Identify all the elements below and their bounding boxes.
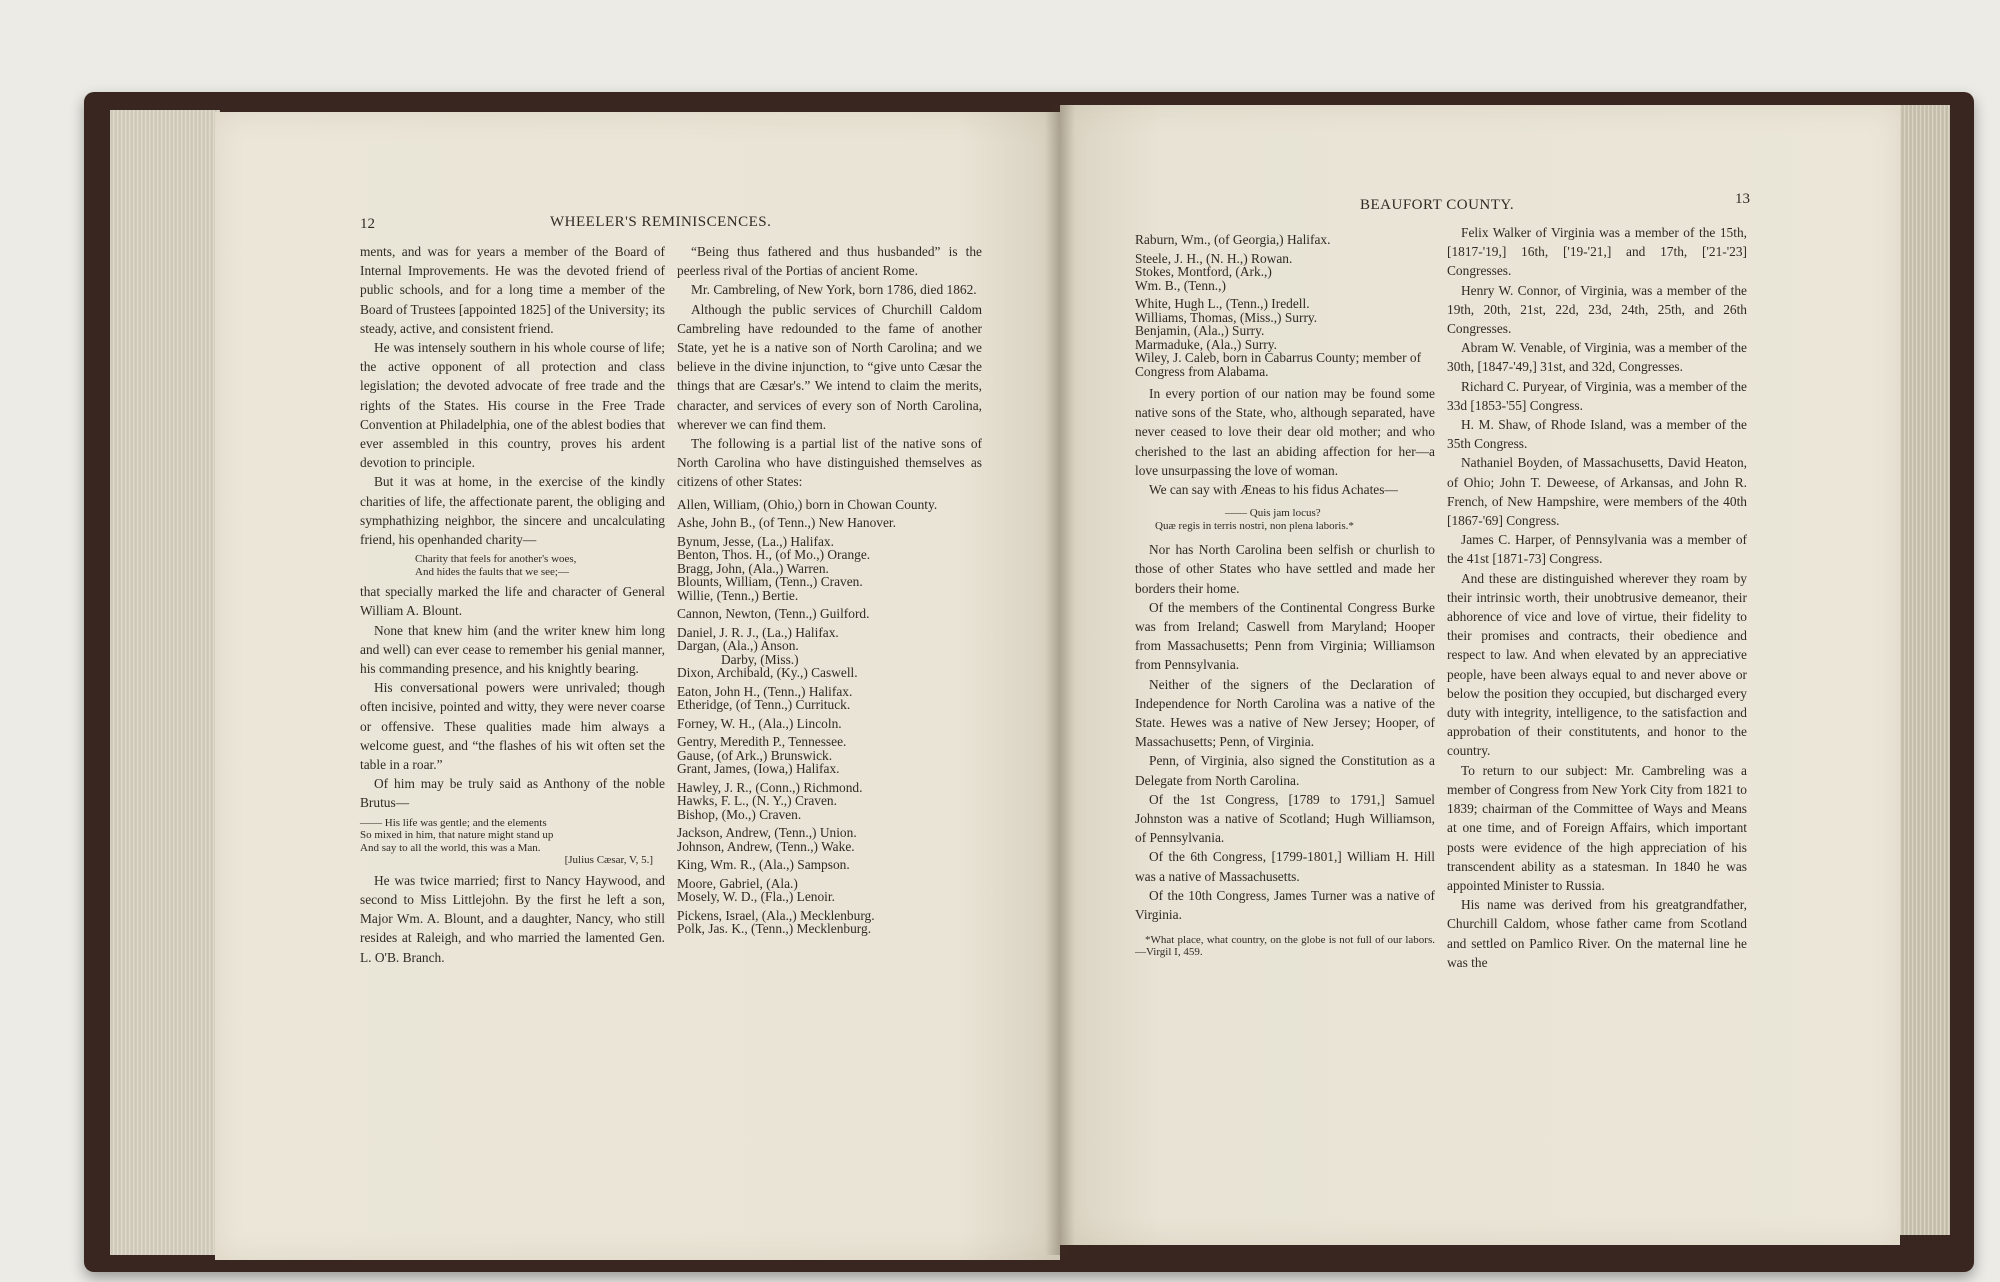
list-line: Forney, W. H., (Ala.,) Lincoln. — [677, 715, 842, 731]
paragraph: Of the 10th Congress, James Turner was a native of Virginia. — [1135, 887, 1435, 923]
list-item — [677, 498, 982, 512]
list-line: Blounts, William, (Tenn.,) Craven. — [677, 574, 863, 590]
paragraph: Henry W. Connor, of Virginia, was a member of the 19th, 20th, 21st, 22d, 23d, 24th, 25th, and 26th Congresses. — [1447, 282, 1747, 337]
list-item — [677, 607, 982, 621]
left-page-column-2 — [677, 242, 982, 941]
paragraph: The following is a partial list of the native sons of North Carolina who have distinguished themselves as citizens of other States: — [677, 436, 982, 490]
list-line: Benton, Thos. H., (of Mo.,) Orange. — [677, 547, 871, 563]
verse-line: Charity that feels for another's woes, — [415, 553, 577, 566]
list-item — [677, 717, 982, 731]
list-line: Moore, Gabriel, (Ala.) — [677, 875, 798, 891]
list-line: Hawks, F. L., (N. Y.,) Craven. — [677, 793, 837, 809]
list-item — [1135, 233, 1435, 247]
list-line: Daniel, J. R. J., (La.,) Halifax. — [677, 624, 839, 640]
list-line: Cannon, Newton, (Tenn.,) Guilford. — [677, 606, 870, 622]
list-line: Benjamin, (Ala.,) Surry. — [1135, 323, 1265, 338]
verse-quote — [360, 553, 665, 578]
paragraph: His conversational powers were unrivaled; though often incisive, pointed and witty, they were never coarse or offensive. These qualities made him always a welcome guest, and “the flashes of his wit often set the table in a roar.” — [360, 680, 665, 773]
list-line: Bragg, John, (Ala.,) Warren. — [677, 560, 829, 576]
paragraph: And these are distinguished wherever they roam by their intrinsic worth, their unobtrusive demeanor, their abhorence of vice and love of virtue, their fidelity to their promises and contracts, their obedience and respect to law. And when elevated by an appreciative people, have been always equal to and never above or below the position they occupied, but discharged every duty with integrity, intelligence, to the satisfaction and approbation of their constitutents, and honor to the country. — [1447, 570, 1747, 759]
left-page-column-1 — [360, 242, 665, 967]
list-line: Gause, (of Ark.,) Brunswick. — [677, 747, 833, 763]
paragraph: But it was at home, in the exercise of the kindly charities of life, the affectionate parent, the obliging and symphathizing neighbor, the sincere and uncalculating friend, his openhanded charity— — [360, 474, 665, 548]
page-edges-left — [110, 110, 220, 1255]
list-line: King, Wm. R., (Ala.,) Sampson. — [677, 857, 850, 873]
list-line: White, Hugh L., (Tenn.,) Iredell. — [1135, 296, 1310, 311]
right-page-column-2 — [1447, 223, 1747, 972]
paragraph: “Being thus fathered and thus husbanded” is the peerless rival of the Portias of ancient Rome. — [677, 244, 982, 279]
list-line: Mosely, W. D., (Fla.,) Lenoir. — [677, 889, 835, 905]
list-line: Hawley, J. R., (Conn.,) Richmond. — [677, 779, 863, 795]
list-item — [677, 735, 982, 776]
list-line: Steele, J. H., (N. H.,) Rowan. — [1135, 250, 1293, 266]
paragraph: He was twice married; first to Nancy Haywood, and second to Miss Littlejohn. By the first he left a son, Major Wm. A. Blount, and a daughter, Nancy, who still resides at Raleigh, and who married the lamented Gen. L. O'B. Branch. — [360, 872, 665, 965]
list-line: Darby, (Miss.) — [721, 651, 799, 667]
list-item — [677, 909, 982, 936]
page-number: 13 — [1735, 191, 1750, 207]
paragraph: Of him may be truly said as Anthony of the noble Brutus— — [360, 776, 665, 811]
list-line: Jackson, Andrew, (Tenn.,) Union. — [677, 825, 857, 841]
paragraph: James C. Harper, of Pennsylvania was a member of the 41st [1871-73] Congress. — [1447, 532, 1747, 567]
paragraph: Felix Walker of Virginia was a member of the 15th, [1817-'19,] 16th, ['19-'21,] and 17th, ['21-'23] Congresses. — [1447, 225, 1747, 279]
paragraph: He was intensely southern in his whole course of life; the active opponent of all protection and class legislation; the devoted advocate of free trade and the rights of the States. His course in the Free Trade Convention at Philadelphia, one of the ablest bodies that ever assembled in this country, proves his ardent devotion to principle. — [360, 340, 665, 471]
list-item — [1135, 297, 1435, 378]
list-item — [1135, 252, 1435, 293]
list-line: Johnson, Andrew, (Tenn.,) Wake. — [677, 838, 855, 854]
verse-line: And hides the faults that we see;— — [415, 565, 569, 578]
native-sons-list — [677, 498, 982, 936]
paragraph: Richard C. Puryear, of Virginia, was a member of the 33d [1853-'55] Congress. — [1447, 378, 1747, 413]
paragraph: Neither of the signers of the Declaration of Independence for North Carolina was a native of the State. Hewes was a native of New Jersey; Hooper, of Massachusetts; Penn, of Virginia. — [1135, 676, 1435, 750]
list-line: Grant, James, (Iowa,) Halifax. — [677, 761, 840, 777]
paragraph: Although the public services of Churchill Caldom Cambreling have redounded to the fame of another State, yet he is a native son of North Carolina; and we believe in the divine injunction, to “give unto Cæsar the things that are Cæsar's.” We intend to claim the merits, character, and services of every son of North Carolina, wherever we can find them. — [677, 301, 982, 432]
left-page — [215, 112, 1060, 1260]
paragraph: Nathaniel Boyden, of Massachusetts, David Heaton, of Ohio; John T. Deweese, of Arkansas, and John R. French, of New Hampshire, were members of the 40th [1867-'69] Congress. — [1447, 455, 1747, 529]
paragraph: In every portion of our nation may be found some native sons of the State, who, although separated, have never ceased to love their dear old mother; and who cherished to the last an abiding affection for her—a love unsurpassing the love of woman. — [1135, 386, 1435, 478]
paragraph: Abram W. Venable, of Virginia, was a member of the 30th, [1847-'49,] 31st, and 32d, Congresses. — [1447, 340, 1747, 375]
running-head: BEAUFORT COUNTY. — [1360, 197, 1515, 213]
list-line: Etheridge, (of Tenn.,) Currituck. — [677, 697, 851, 713]
list-line: Willie, (Tenn.,) Bertie. — [677, 587, 799, 603]
list-line: Polk, Jas. K., (Tenn.,) Mecklenburg. — [677, 921, 872, 937]
list-line: Allen, William, (Ohio,) born in Chowan County. — [677, 496, 938, 512]
list-line: Eaton, John H., (Tenn.,) Halifax. — [677, 683, 853, 699]
verse-line: So mixed in him, that nature might stand up — [360, 829, 554, 842]
list-line: Bynum, Jesse, (La.,) Halifax. — [677, 533, 834, 549]
paragraph: Penn, of Virginia, also signed the Constitution as a Delegate from North Carolina. — [1135, 753, 1435, 788]
verse-line: —— Quis jam locus? — [1225, 507, 1321, 520]
list-line: Gentry, Meredith P., Tennessee. — [677, 734, 847, 750]
list-item — [677, 535, 982, 603]
paragraph: Of the 6th Congress, [1799-1801,] William H. Hill was a native of Massachusetts. — [1135, 849, 1435, 884]
list-item — [677, 685, 982, 712]
list-item — [677, 781, 982, 822]
list-line: Bishop, (Mo.,) Craven. — [677, 806, 802, 822]
list-line: Ashe, John B., (of Tenn.,) New Hanover. — [677, 515, 896, 531]
paragraph: ments, and was for years a member of the Board of Internal Improvements. He was the devoted friend of public schools, and for a long time a member of the Board of Trustees [appointed 1825] of the University; its steady, active, and consistent friend. — [360, 244, 665, 336]
list-item — [677, 626, 982, 680]
verse-quote — [1135, 507, 1435, 532]
paragraph: Of the members of the Continental Congress Burke was from Ireland; Caswell from Maryland; Hooper from Massachusetts; Penn from Virginia; Williamson from Pennsylvania. — [1135, 599, 1435, 673]
native-sons-list-continued — [1135, 233, 1435, 378]
paragraph: that specially marked the life and character of General William A. Blount. — [360, 584, 665, 619]
list-item — [677, 516, 982, 530]
book-gutter — [1045, 105, 1075, 1255]
paragraph: Nor has North Carolina been selfish or churlish to those of other States who have settled and made her borders their home. — [1135, 542, 1435, 596]
list-line: Wiley, J. Caleb, born in Cabarrus County; member of Congress from Alabama. — [1135, 350, 1422, 379]
paragraph: To return to our subject: Mr. Cambreling was a member of Congress from New York City from 1821 to 1839; chairman of the Committee of Ways and Means at one time, and of Foreign Affairs, which important posts were evidence of the high appreciation of his transcendent ability as a statesman. In 1840 he was appointed Minister to Russia. — [1447, 762, 1747, 893]
right-page-column-1 — [1135, 233, 1435, 958]
page-number: 12 — [360, 216, 375, 232]
paragraph: None that knew him (and the writer knew him long and well) can ever cease to remember his genial manner, his commanding presence, and his knightly bearing. — [360, 622, 665, 677]
paragraph: His name was derived from his greatgrandfather, Churchill Caldom, whose father came from Scotland and settled on Pamlico River. On the maternal line he was the — [1447, 897, 1747, 970]
verse-line: —— His life was gentle; and the elements — [360, 816, 547, 829]
list-line: Raburn, Wm., (of Georgia,) Halifax. — [1135, 232, 1331, 247]
list-line: Dixon, Archibald, (Ky.,) Caswell. — [677, 665, 858, 681]
paragraph: H. M. Shaw, of Rhode Island, was a member of the 35th Congress. — [1447, 417, 1747, 452]
list-line: Williams, Thomas, (Miss.,) Surry. — [1135, 309, 1318, 325]
paragraph: We can say with Æneas to his fidus Achates— — [1149, 482, 1398, 498]
verse-line: And say to all the world, this was a Man. — [360, 841, 541, 854]
verse-citation: [Julius Cæsar, V, 5.] — [564, 854, 653, 867]
paragraph: Of the 1st Congress, [1789 to 1791,] Samuel Johnston was a native of Scotland; Hugh Williamson, of Pennsylvania. — [1135, 791, 1435, 846]
verse-line: Quæ regis in terris nostri, non plena laboris.* — [1155, 519, 1354, 532]
footnote: *What place, what country, on the globe is not full of our labors.—Virgil I, 459. — [1135, 934, 1435, 959]
right-page — [1060, 105, 1900, 1245]
list-item — [677, 877, 982, 904]
verse-quote — [360, 817, 665, 867]
list-item — [677, 858, 982, 872]
list-line: Wm. B., (Tenn.,) — [1135, 277, 1226, 293]
list-line: Marmaduke, (Ala.,) Surry. — [1135, 336, 1277, 352]
list-item — [677, 826, 982, 853]
list-line: Pickens, Israel, (Ala.,) Mecklenburg. — [677, 907, 875, 923]
list-line: Stokes, Montford, (Ark.,) — [1135, 264, 1272, 279]
list-line: Dargan, (Ala.,) Anson. — [677, 638, 799, 654]
running-head: WHEELER'S REMINISCENCES. — [550, 214, 772, 230]
paragraph: Mr. Cambreling, of New York, born 1786, died 1862. — [691, 282, 977, 298]
